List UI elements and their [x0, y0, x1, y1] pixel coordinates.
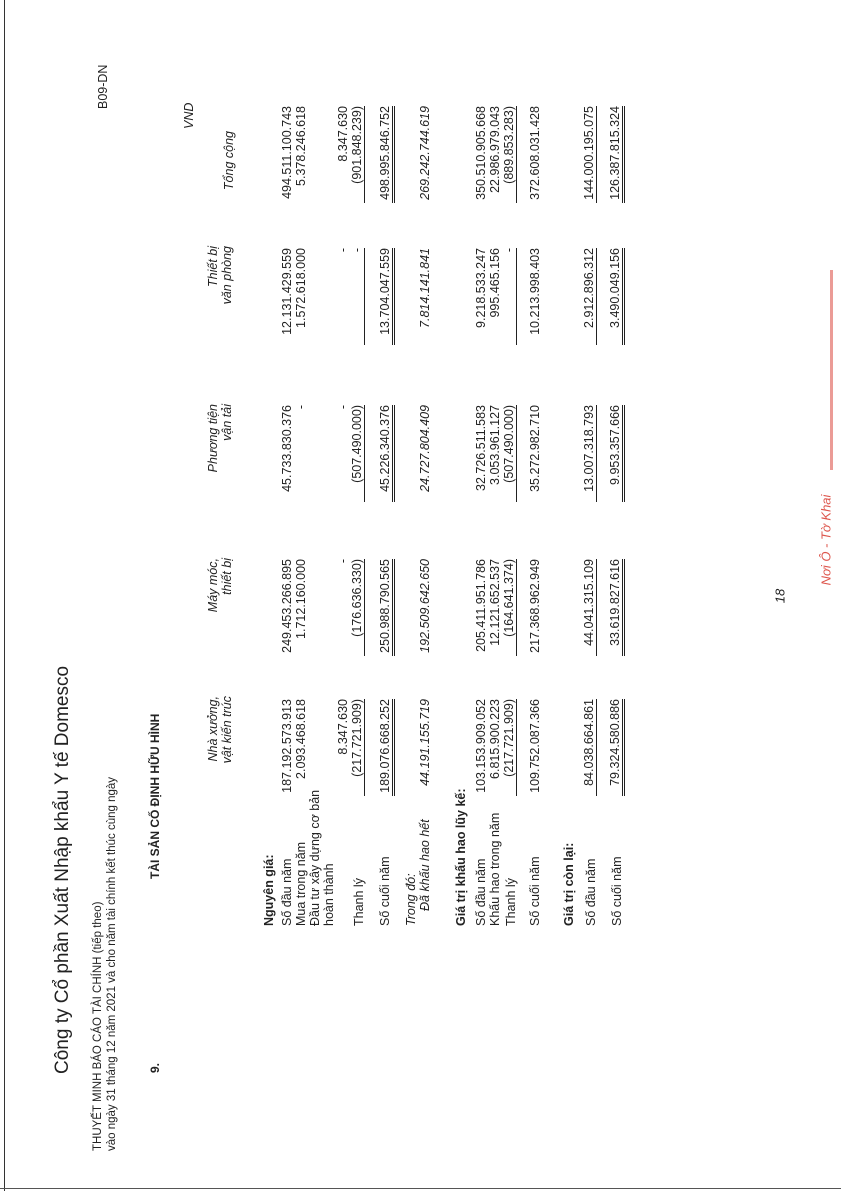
- page-number: 18: [772, 588, 788, 604]
- table-cell: 3.053.961.127: [488, 405, 502, 485]
- table-cell: 13.007.318.793: [582, 405, 597, 502]
- report-subtitle: THUYẾT MINH BÁO CÁO TÀI CHÍNH (tiếp theo): [92, 901, 104, 1151]
- table-cell: -: [350, 248, 365, 345]
- table-cell: 33.619.827.616: [608, 559, 625, 656]
- table-cell: 144.000.195.075: [582, 106, 597, 203]
- table-cell: 995.465.156: [488, 248, 502, 318]
- table-cell: 249.453.266.895: [280, 559, 294, 653]
- section-number: 9.: [148, 1062, 162, 1073]
- company-name: Công ty Cổ phần Xuất Nhập khẩu Y tế Domesco: [52, 665, 73, 1074]
- table-cell: 2.093.468.618: [294, 699, 308, 779]
- table-cell: (507.490.000): [350, 405, 365, 502]
- table-cell: 79.324.580.886: [608, 699, 625, 796]
- col-header-machinery: Máy móc, thiết bị: [206, 558, 234, 613]
- table-cell: (164.641.374): [502, 559, 517, 656]
- table-cell: 103.153.909.052: [474, 699, 488, 793]
- table-cell: 9.953.357.666: [608, 405, 625, 502]
- table-cell: 44.041.315.109: [582, 559, 597, 656]
- table-cell: 12.121.652.537: [488, 559, 502, 646]
- table-cell: 5.378.246.618: [294, 106, 308, 186]
- table-cell: 13.704.047.559: [378, 248, 395, 345]
- row-label: Số cuối năm: [528, 856, 542, 926]
- table-cell: 35.272.982.710: [528, 405, 542, 492]
- table-cell: 126.387.815.324: [608, 106, 625, 203]
- table-cell: 269.242.744.619: [418, 106, 432, 200]
- table-cell: 494.511.100.743: [280, 106, 294, 199]
- row-label-cont: hoàn thành: [322, 863, 336, 926]
- form-code: B09-DN: [96, 64, 110, 109]
- table-cell: 205.411.951.786: [474, 559, 488, 652]
- note-label: Đã khấu hao hết: [418, 819, 432, 911]
- table-cell: 217.368.962.949: [528, 559, 542, 653]
- table-cell: 7.814.141.841: [418, 248, 432, 328]
- row-label: Đầu tư xây dựng cơ bản: [308, 789, 322, 926]
- row-label: Số cuối năm: [378, 856, 392, 926]
- table-cell: 498.995.846.752: [378, 106, 395, 203]
- table-cell: 1.712.160.000: [294, 559, 308, 639]
- table-cell: (901.848.239): [350, 106, 365, 203]
- stamp-mark: [830, 270, 833, 470]
- row-label: Số đầu năm: [474, 858, 488, 926]
- table-cell: 250.988.790.565: [378, 559, 395, 656]
- table-cell: -: [336, 405, 350, 410]
- row-label: Thanh lý: [504, 878, 518, 926]
- currency-unit: VND: [182, 102, 196, 129]
- handwritten-stamp: Nơi Ô - Tờ Khai: [818, 494, 834, 586]
- table-cell: 372.608.031.428: [528, 106, 542, 200]
- cost-heading: Nguyên giá:: [262, 854, 276, 926]
- table-cell: -: [502, 248, 517, 345]
- table-cell: 45.226.340.376: [378, 405, 395, 502]
- net-value-heading: Giá trị còn lại:: [562, 842, 576, 926]
- col-header-office-equipment: Thiết bị văn phòng: [206, 246, 234, 305]
- table-cell: (176.636.330): [350, 559, 365, 656]
- row-label: Số đầu năm: [584, 858, 598, 926]
- table-cell: (217.721.909): [502, 699, 517, 796]
- table-cell: 189.076.668.252: [378, 699, 395, 796]
- note-label: Trong đó:: [404, 873, 418, 926]
- row-label: Số cuối năm: [610, 856, 624, 926]
- table-cell: -: [294, 405, 308, 410]
- col-header-buildings: Nhà xưởng, vật kiến trúc: [206, 696, 234, 764]
- table-cell: 187.192.573.913: [280, 699, 294, 793]
- table-cell: 3.490.049.156: [608, 248, 625, 345]
- table-cell: 1.572.618.000: [294, 248, 308, 328]
- table-cell: 6.815.900.223: [488, 699, 502, 779]
- report-period: vào ngày 31 tháng 12 năm 2021 và cho năm tài chính kết thúc cùng ngày: [106, 776, 118, 1151]
- table-cell: 12.131.429.559: [280, 248, 294, 335]
- table-cell: 10.213.998.403: [528, 248, 542, 335]
- table-cell: 2.912.896.312: [582, 248, 597, 345]
- table-cell: 32.726.511.583: [474, 405, 488, 491]
- table-cell: 24.727.804.409: [418, 405, 432, 492]
- table-cell: 109.752.087.366: [528, 699, 542, 793]
- table-cell: 350.510.905.668: [474, 106, 488, 200]
- table-cell: 22.986.979.043: [488, 106, 502, 193]
- table-cell: 84.038.664.861: [582, 699, 597, 796]
- table-cell: -: [336, 248, 350, 253]
- row-label: Mua trong năm: [294, 841, 308, 926]
- table-cell: -: [336, 559, 350, 564]
- table-cell: (217.721.909): [350, 699, 365, 796]
- table-cell: 8.347.630: [336, 106, 350, 162]
- row-label: Thanh lý: [352, 878, 366, 926]
- table-cell: (507.490.000): [502, 405, 517, 502]
- table-cell: 45.733.830.376: [280, 405, 294, 492]
- table-cell: 8.347.630: [336, 699, 350, 755]
- section-title: TÀI SẢN CỐ ĐỊNH HỮU HÌNH: [148, 713, 162, 879]
- table-cell: (889.853.283): [502, 106, 517, 203]
- depreciation-heading: Giá trị khấu hao lũy kế:: [454, 788, 468, 926]
- row-label: Số đầu năm: [280, 858, 294, 926]
- table-cell: 44.191.155.719: [418, 699, 432, 786]
- col-header-total: Tổng cộng: [222, 131, 236, 191]
- row-label: Khấu hao trong năm: [488, 812, 502, 926]
- table-cell: 9.218.533.247: [474, 248, 488, 328]
- col-header-vehicles: Phương tiện vận tải: [206, 404, 234, 473]
- table-cell: 192.509.642.650: [418, 559, 432, 653]
